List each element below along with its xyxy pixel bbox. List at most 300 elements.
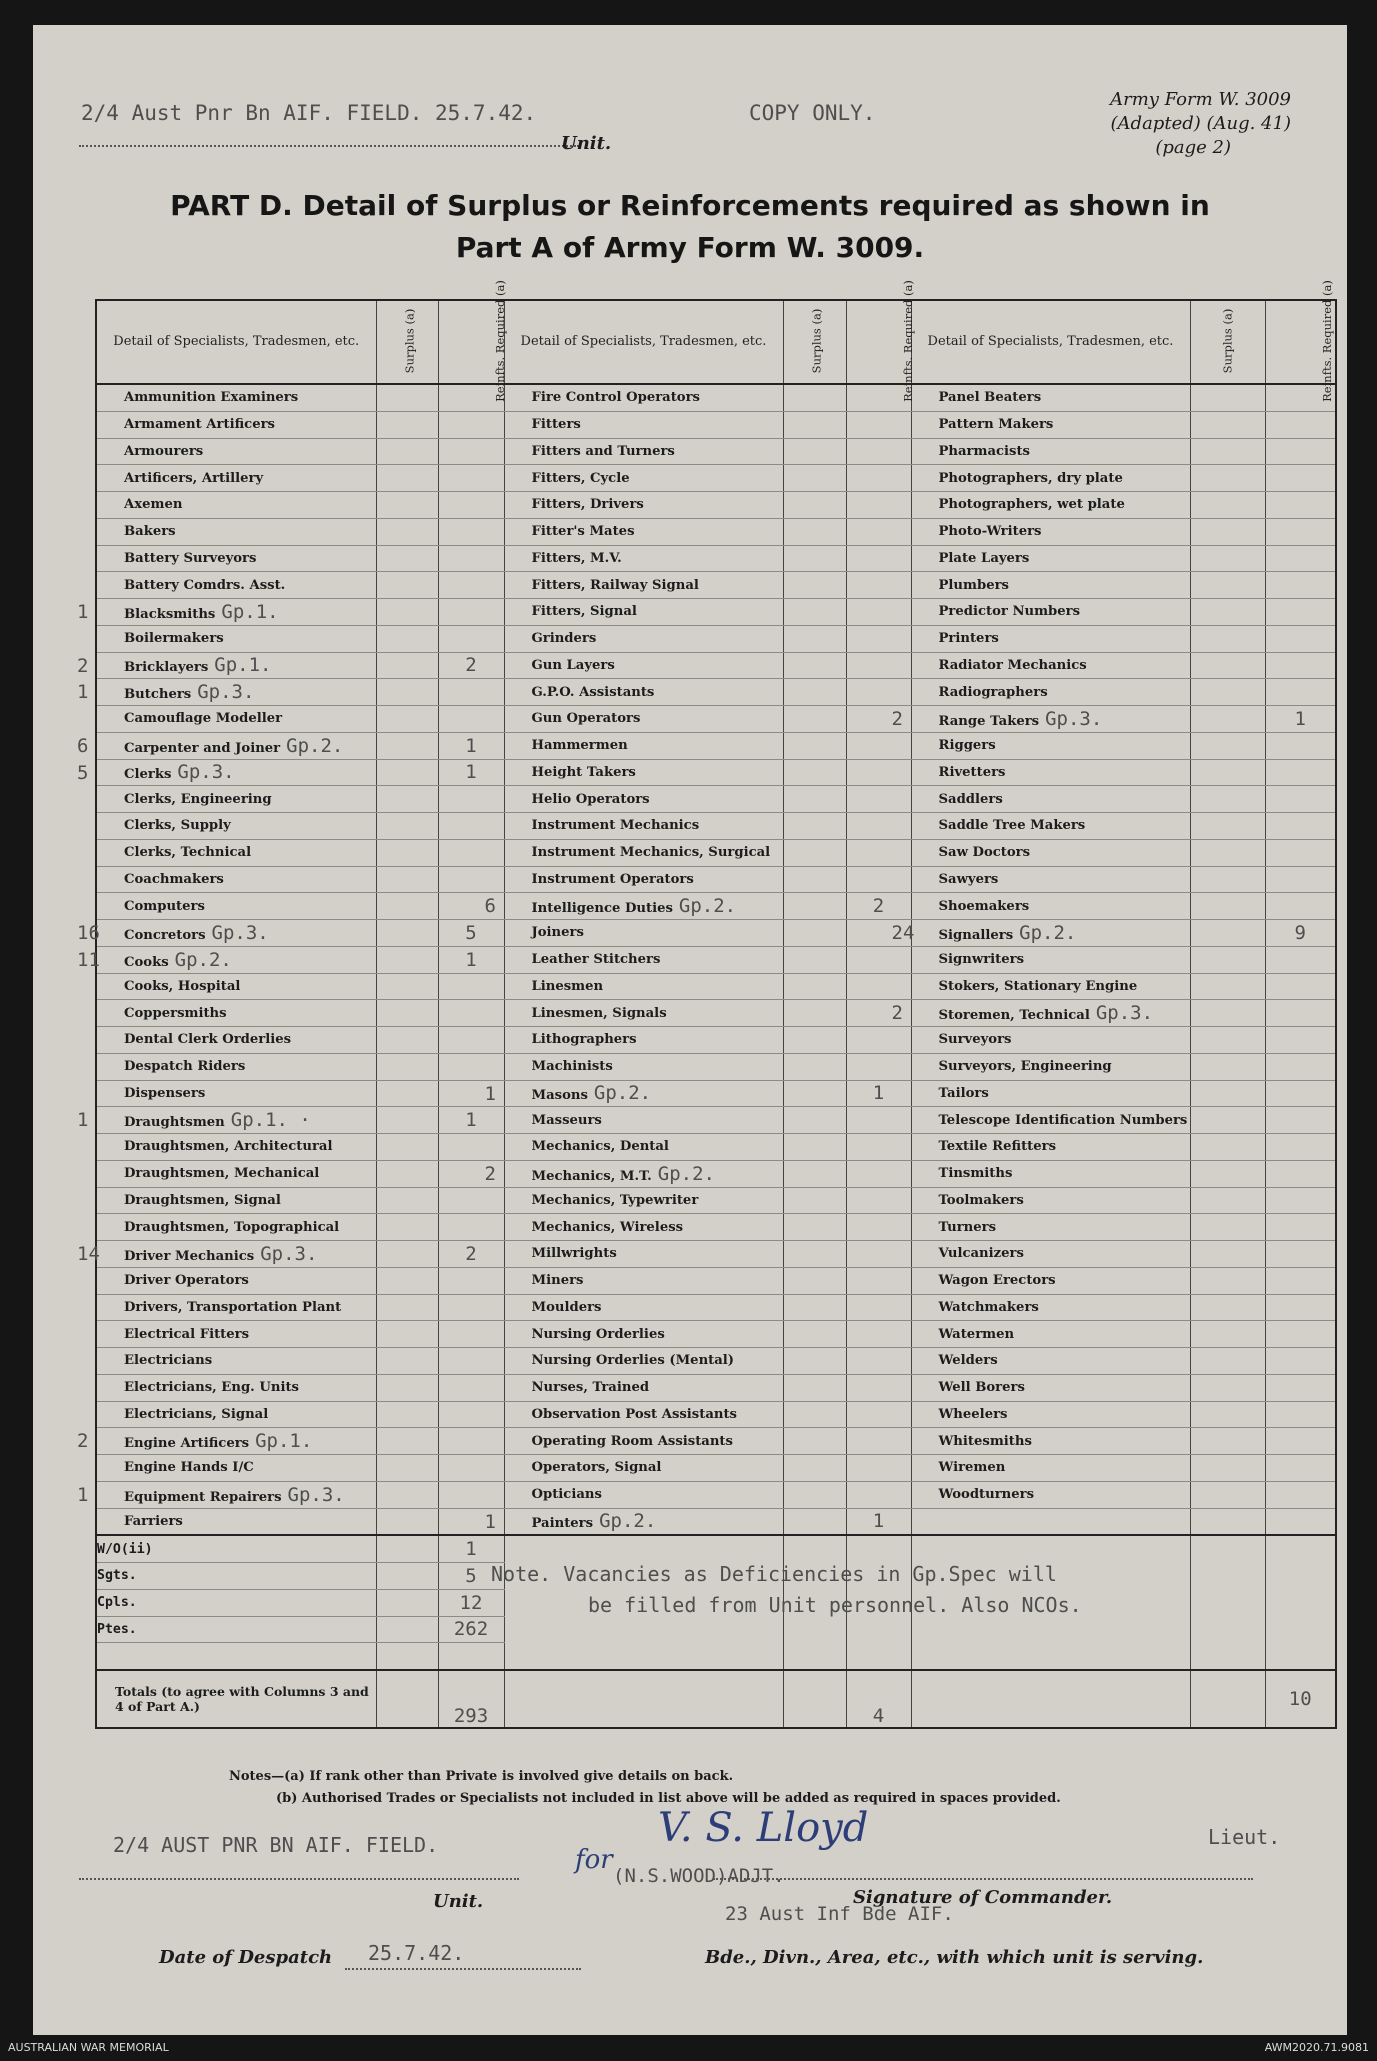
col1-trade-cell <box>96 1267 376 1294</box>
trade-name: Observation Post Assistants <box>531 1406 737 1422</box>
trade-name: Draughtsmen, Topographical <box>124 1219 340 1235</box>
col3-surplus-cell <box>1190 572 1265 599</box>
col3-reinf-cell <box>1265 1374 1336 1401</box>
col2-reinf-cell <box>846 679 911 706</box>
col1-trade-cell <box>77 920 376 947</box>
col1-surplus-cell <box>376 1481 438 1508</box>
col1-reinf-cell <box>438 1401 504 1428</box>
rank-empty-cell <box>1190 1589 1265 1616</box>
col3-trade-cell <box>911 1374 1190 1401</box>
col1-trade-cell <box>96 706 376 733</box>
table-row <box>96 893 1336 920</box>
col3-trade-cell <box>911 1134 1190 1161</box>
col3-trade-cell <box>911 1241 1190 1268</box>
col1-reinf-cell <box>438 1000 504 1027</box>
col2-trade-cell <box>504 545 783 572</box>
col3-surplus-cell <box>1190 1294 1265 1321</box>
trade-name: Dispensers <box>124 1085 206 1101</box>
trade-name: Wiremen <box>938 1460 1006 1476</box>
trade-name: Instrument Operators <box>531 871 694 887</box>
typed-group: Gp.3. <box>260 1242 318 1265</box>
col1-trade-cell <box>96 625 376 652</box>
trade-name: Draughtsmen, Mechanical <box>124 1166 320 1182</box>
col2-reinf-cell <box>846 1053 911 1080</box>
col1-trade-cell <box>96 1080 376 1107</box>
trade-name: Saddlers <box>938 791 1003 807</box>
col2-surplus-cell <box>783 1508 846 1535</box>
col2-trade-cell <box>504 1294 783 1321</box>
col1-trade-cell <box>96 1321 376 1348</box>
col1-reinf-cell: 2 <box>438 1241 504 1268</box>
col3-reinf-cell <box>1265 1294 1336 1321</box>
col3-trade-cell <box>891 920 1190 947</box>
col2-reinf-cell <box>846 1187 911 1214</box>
col3-surplus-cell <box>1190 625 1265 652</box>
rank-empty-cell <box>783 1535 846 1562</box>
trade-name: Ammunition Examiners <box>124 390 299 406</box>
trade-name: Leather Stitchers <box>531 952 661 968</box>
col2-reinf-cell <box>846 518 911 545</box>
trade-name: Fitters <box>531 417 581 433</box>
table-row <box>96 652 1336 679</box>
trade-name: Rivetters <box>938 764 1006 780</box>
archive-ref: AWM2020.71.9081 <box>1264 2041 1369 2054</box>
col2-surplus-cell <box>783 786 846 813</box>
trade-name: Fitters, Drivers <box>531 497 644 513</box>
col3-reinf-cell <box>1265 1321 1336 1348</box>
trade-name: Panel Beaters <box>938 390 1042 406</box>
col3-trade-cell <box>911 1160 1190 1187</box>
rank-empty-cell <box>376 1563 438 1590</box>
rank-value: 12 <box>438 1589 504 1616</box>
trade-name: Despatch Riders <box>124 1059 246 1075</box>
col3-trade-cell <box>911 839 1190 866</box>
col3-reinf-cell <box>1265 492 1336 519</box>
col2-trade-cell <box>504 732 783 759</box>
col1-surplus-cell <box>376 1027 438 1054</box>
col3-reinf-cell <box>1265 545 1336 572</box>
col3-trade-cell <box>911 893 1190 920</box>
col3-surplus-cell <box>1190 866 1265 893</box>
table-row <box>96 732 1336 759</box>
col2-trade-cell <box>504 1428 783 1455</box>
col3-header-surplus: Surplus (a) <box>1190 300 1265 384</box>
col2-trade-cell <box>504 759 783 786</box>
table-row <box>96 1053 1336 1080</box>
table-row <box>96 1428 1336 1455</box>
col1-reinf-cell <box>438 625 504 652</box>
col3-reinf-cell <box>1265 465 1336 492</box>
trade-name: Mechanics, Dental <box>531 1139 669 1155</box>
col3-reinf-cell <box>1265 1000 1336 1027</box>
table-row <box>96 973 1336 1000</box>
col2-reinf-cell <box>846 786 911 813</box>
col1-reinf-cell <box>438 1134 504 1161</box>
table-row <box>96 946 1336 973</box>
col1-trade-cell <box>77 759 376 786</box>
col3-surplus-cell <box>1190 1107 1265 1134</box>
col1-trade-cell <box>77 599 376 626</box>
trade-name: Woodturners <box>938 1487 1035 1503</box>
col3-surplus-cell <box>1190 1401 1265 1428</box>
archive-footer <box>0 2035 1377 2061</box>
typed-count: 1 <box>77 1109 89 1132</box>
col3-reinf-cell <box>1265 599 1336 626</box>
col2-trade-cell <box>504 518 783 545</box>
typed-group: Gp.2. <box>1019 921 1077 944</box>
trade-name: Range Takers <box>938 713 1040 729</box>
col1-trade-cell <box>96 1053 376 1080</box>
col2-reinf-cell <box>846 1374 911 1401</box>
col3-reinf-cell <box>1265 1267 1336 1294</box>
col1-surplus-cell <box>376 465 438 492</box>
typed-count: 1 <box>484 1082 496 1105</box>
col3-reinf-cell <box>1265 1428 1336 1455</box>
trade-name: Saw Doctors <box>938 845 1031 861</box>
specialists-table <box>77 280 1337 1729</box>
col3-trade-cell <box>911 732 1190 759</box>
col1-surplus-cell <box>376 759 438 786</box>
totals-col2-reinf: 4 <box>846 1670 911 1728</box>
col3-surplus-cell <box>1190 1508 1265 1535</box>
table-row <box>96 625 1336 652</box>
typed-group: Gp.3. <box>211 921 269 944</box>
col1-surplus-cell <box>376 1241 438 1268</box>
table-row <box>96 438 1336 465</box>
col3-trade-cell <box>911 411 1190 438</box>
col3-surplus-cell <box>1190 1455 1265 1482</box>
col1-surplus-cell <box>376 545 438 572</box>
col3-reinf-cell <box>1265 893 1336 920</box>
col3-reinf-cell <box>1265 1455 1336 1482</box>
col1-reinf-cell: 1 <box>438 759 504 786</box>
col1-trade-cell <box>96 893 376 920</box>
commander-signature: V. S. Lloyd <box>658 1805 869 1851</box>
totals-col3-detail <box>911 1670 1190 1728</box>
sig-bde-typed: 23 Aust Inf Bde AIF. <box>725 1903 954 1925</box>
col2-trade-cell <box>484 893 783 920</box>
col2-surplus-cell <box>783 1481 846 1508</box>
col3-reinf-cell <box>1265 813 1336 840</box>
trade-name: Photographers, dry plate <box>938 470 1123 486</box>
col1-trade-cell <box>77 1107 376 1134</box>
col3-reinf-cell <box>1265 1107 1336 1134</box>
totals-col1-reinf: 293 <box>438 1670 504 1728</box>
col1-trade-cell <box>96 1214 376 1241</box>
trade-name: Mechanics, Wireless <box>531 1219 684 1235</box>
col2-reinf-cell <box>846 813 911 840</box>
date-label: Date of Despatch <box>159 1947 333 1968</box>
trade-name: Joiners <box>531 925 584 941</box>
col1-reinf-cell <box>438 679 504 706</box>
rank-empty-cell <box>376 1643 438 1670</box>
col1-reinf-cell <box>438 1294 504 1321</box>
col3-surplus-cell <box>1190 1160 1265 1187</box>
trade-name: Photographers, wet plate <box>938 497 1125 513</box>
col2-surplus-cell <box>783 1160 846 1187</box>
col3-trade-cell <box>911 866 1190 893</box>
sig-unit-line <box>79 1878 519 1880</box>
typed-count: 14 <box>77 1243 100 1265</box>
col1-reinf-cell <box>438 1428 504 1455</box>
col1-surplus-cell <box>376 920 438 947</box>
rank-name <box>96 1643 376 1670</box>
table-row <box>96 492 1336 519</box>
trade-name: Fitters, Cycle <box>531 470 630 486</box>
trade-name: Battery Surveyors <box>124 550 257 566</box>
rank-empty-cell <box>1190 1643 1265 1670</box>
col3-header-detail: Detail of Specialists, Tradesmen, etc. <box>911 300 1190 384</box>
col2-trade-cell <box>504 946 783 973</box>
col3-trade-cell <box>911 1481 1190 1508</box>
col2-surplus-cell <box>783 1214 846 1241</box>
col3-trade-cell <box>911 1321 1190 1348</box>
table-row <box>96 1214 1336 1241</box>
col1-trade-cell <box>96 1000 376 1027</box>
col1-reinf-cell <box>438 706 504 733</box>
col3-surplus-cell <box>1190 652 1265 679</box>
form-adapted: (Adapted) (Aug. 41) <box>1110 113 1291 134</box>
sig-rank-typed: Lieut. <box>1208 1825 1281 1849</box>
col2-surplus-cell <box>783 706 846 733</box>
typed-count: 5 <box>77 761 89 784</box>
col2-trade-cell <box>504 679 783 706</box>
typed-group: Gp.1. <box>221 600 279 623</box>
rank-name: Ptes. <box>96 1616 376 1643</box>
col1-surplus-cell <box>376 1401 438 1428</box>
col1-reinf-cell <box>438 492 504 519</box>
col1-reinf-cell <box>438 411 504 438</box>
sig-commander-label: Signature of Commander. <box>853 1887 1113 1908</box>
col3-surplus-cell <box>1190 839 1265 866</box>
col1-surplus-cell <box>376 1348 438 1375</box>
col2-trade-cell <box>504 920 783 947</box>
typed-count: 6 <box>484 895 496 918</box>
col2-header-reinfts: Reinfts. Required (a) <box>846 300 911 384</box>
trade-name: Draughtsmen <box>124 1115 225 1131</box>
col3-reinf-cell <box>1265 1187 1336 1214</box>
typed-group: Gp.2. <box>599 1510 657 1533</box>
table-row <box>96 1027 1336 1054</box>
col3-trade-cell <box>911 384 1190 411</box>
col3-surplus-cell <box>1190 1374 1265 1401</box>
trade-name: Gun Operators <box>531 711 641 727</box>
col3-surplus-cell <box>1190 411 1265 438</box>
col3-trade-cell <box>911 1401 1190 1428</box>
col2-surplus-cell <box>783 1134 846 1161</box>
col1-reinf-cell <box>438 1455 504 1482</box>
col3-surplus-cell <box>1190 1481 1265 1508</box>
col3-surplus-cell <box>1190 1214 1265 1241</box>
rank-empty-cell <box>1265 1643 1336 1670</box>
trade-name: Bakers <box>124 524 176 540</box>
sig-unit-label: Unit. <box>433 1891 484 1912</box>
col2-reinf-cell <box>846 1214 911 1241</box>
col3-trade-cell <box>911 973 1190 1000</box>
col1-surplus-cell <box>376 1134 438 1161</box>
trade-name: Battery Comdrs. Asst. <box>124 577 286 593</box>
archive-name: AUSTRALIAN WAR MEMORIAL <box>8 2041 169 2054</box>
col3-trade-cell <box>911 1267 1190 1294</box>
col3-reinf-cell: 1 <box>1265 706 1336 733</box>
trade-name: Engine Artificers <box>124 1436 250 1452</box>
col1-surplus-cell <box>376 518 438 545</box>
title-line-2: Part A of Army Form W. 3009. <box>455 231 925 264</box>
col1-surplus-cell <box>376 1508 438 1535</box>
rank-empty-cell <box>846 1643 911 1670</box>
col3-trade-cell <box>911 1027 1190 1054</box>
col1-trade-cell <box>77 1241 376 1268</box>
col3-trade-cell <box>911 679 1190 706</box>
table-row <box>96 1401 1336 1428</box>
trade-name: Shoemakers <box>938 898 1030 914</box>
rank-empty-cell <box>376 1616 438 1643</box>
col3-reinf-cell <box>1265 384 1336 411</box>
col3-reinf-cell <box>1265 572 1336 599</box>
copy-only-typed: COPY ONLY. <box>749 101 876 125</box>
trade-name: Coppersmiths <box>124 1005 227 1021</box>
col2-reinf-cell <box>846 1481 911 1508</box>
col1-trade-cell <box>77 1428 376 1455</box>
col3-surplus-cell <box>1190 706 1265 733</box>
col1-trade-cell <box>96 411 376 438</box>
col1-trade-cell <box>96 1134 376 1161</box>
col1-surplus-cell <box>376 1160 438 1187</box>
col3-trade-cell <box>911 1214 1190 1241</box>
trade-name: Driver Operators <box>124 1273 249 1289</box>
rank-empty-cell <box>846 1535 911 1562</box>
rank-empty-cell <box>376 1589 438 1616</box>
trade-name: Toolmakers <box>938 1192 1024 1208</box>
trade-name: Carpenter and Joiner <box>124 740 281 756</box>
rank-value: 1 <box>438 1535 504 1562</box>
trade-name: Saddle Tree Makers <box>938 818 1086 834</box>
col1-surplus-cell <box>376 438 438 465</box>
col1-surplus-cell <box>376 572 438 599</box>
trade-name: Grinders <box>531 631 597 647</box>
trade-name: Well Borers <box>938 1380 1025 1396</box>
col1-surplus-cell <box>376 732 438 759</box>
col2-trade-cell <box>484 1080 783 1107</box>
col2-surplus-cell <box>783 518 846 545</box>
trade-name: Artificers, Artillery <box>124 470 264 486</box>
trade-name: Fitters, M.V. <box>531 550 622 566</box>
trade-name: Mechanics, M.T. <box>531 1168 652 1184</box>
col2-surplus-cell <box>783 1080 846 1107</box>
typed-group: Gp.3. <box>1095 1002 1154 1025</box>
trade-name: Watchmakers <box>938 1299 1039 1315</box>
col1-trade-cell <box>96 1160 376 1187</box>
trade-name: Turners <box>938 1219 996 1235</box>
col2-surplus-cell <box>783 946 846 973</box>
typed-count: 24 <box>891 922 915 944</box>
typed-count: 2 <box>891 1002 903 1025</box>
col3-surplus-cell <box>1190 1241 1265 1268</box>
col1-surplus-cell <box>376 813 438 840</box>
col1-reinf-cell <box>438 866 504 893</box>
col3-reinf-cell <box>1265 679 1336 706</box>
col2-reinf-cell <box>846 1027 911 1054</box>
col2-reinf-cell <box>846 946 911 973</box>
col2-trade-cell <box>504 1214 783 1241</box>
col1-reinf-cell <box>438 465 504 492</box>
col1-surplus-cell <box>376 893 438 920</box>
rank-empty-cell <box>504 1535 783 1562</box>
col2-reinf-cell <box>846 1455 911 1482</box>
trade-name: Electrical Fitters <box>124 1326 250 1342</box>
col2-reinf-cell <box>846 866 911 893</box>
trade-name: Whitesmiths <box>938 1433 1032 1449</box>
col1-surplus-cell <box>376 839 438 866</box>
col1-reinf-cell <box>438 545 504 572</box>
col2-reinf-cell <box>846 1134 911 1161</box>
col2-reinf-cell <box>846 1401 911 1428</box>
trade-name: Butchers <box>124 687 192 703</box>
col1-trade-cell <box>96 1294 376 1321</box>
typed-group: Gp.1. <box>214 654 272 677</box>
col1-reinf-cell <box>438 384 504 411</box>
col2-reinf-cell <box>846 839 911 866</box>
rank-name: Cpls. <box>96 1589 376 1616</box>
col2-surplus-cell <box>783 625 846 652</box>
trade-name: Farriers <box>124 1513 183 1529</box>
col3-surplus-cell <box>1190 384 1265 411</box>
trade-name: Axemen <box>124 497 183 513</box>
trade-name: Fitter's Mates <box>531 524 635 540</box>
trade-name: Wagon Erectors <box>938 1273 1056 1289</box>
col1-surplus-cell <box>376 679 438 706</box>
col1-reinf-cell <box>438 839 504 866</box>
trade-name: Surveyors <box>938 1032 1012 1048</box>
col3-reinf-cell <box>1265 652 1336 679</box>
table-row <box>96 759 1336 786</box>
totals-col2-surplus <box>783 1670 846 1728</box>
col3-surplus-cell <box>1190 946 1265 973</box>
rank-row <box>96 1643 1336 1670</box>
trade-name: Clerks, Supply <box>124 818 231 834</box>
col2-reinf-cell <box>846 1294 911 1321</box>
col2-trade-cell <box>504 1267 783 1294</box>
col1-trade-cell <box>96 545 376 572</box>
table-row <box>96 920 1336 947</box>
trade-name: Signwriters <box>938 952 1025 968</box>
col2-surplus-cell <box>783 1027 846 1054</box>
col1-surplus-cell <box>376 1428 438 1455</box>
rank-value <box>438 1643 504 1670</box>
trade-name: Clerks, Engineering <box>124 791 272 807</box>
col3-trade-cell <box>911 1187 1190 1214</box>
col1-surplus-cell <box>376 652 438 679</box>
trade-name: Electricians, Eng. Units <box>124 1380 299 1396</box>
col3-reinf-cell <box>1265 973 1336 1000</box>
col2-reinf-cell <box>846 545 911 572</box>
col1-surplus-cell <box>376 1000 438 1027</box>
trade-name: Stokers, Stationary Engine <box>938 978 1138 994</box>
col1-trade-cell <box>96 1401 376 1428</box>
col2-surplus-cell <box>783 973 846 1000</box>
col3-surplus-cell <box>1190 599 1265 626</box>
trade-name: Fitters, Signal <box>531 604 637 620</box>
trade-name: Watermen <box>938 1326 1015 1342</box>
col2-trade-cell <box>504 1027 783 1054</box>
col3-surplus-cell <box>1190 1187 1265 1214</box>
table-row <box>96 1348 1336 1375</box>
trade-name: Instrument Mechanics, Surgical <box>531 845 771 861</box>
trade-name: Fitters and Turners <box>531 443 675 459</box>
col1-reinf-cell <box>438 1267 504 1294</box>
table-row <box>96 465 1336 492</box>
col1-trade-cell <box>96 1348 376 1375</box>
